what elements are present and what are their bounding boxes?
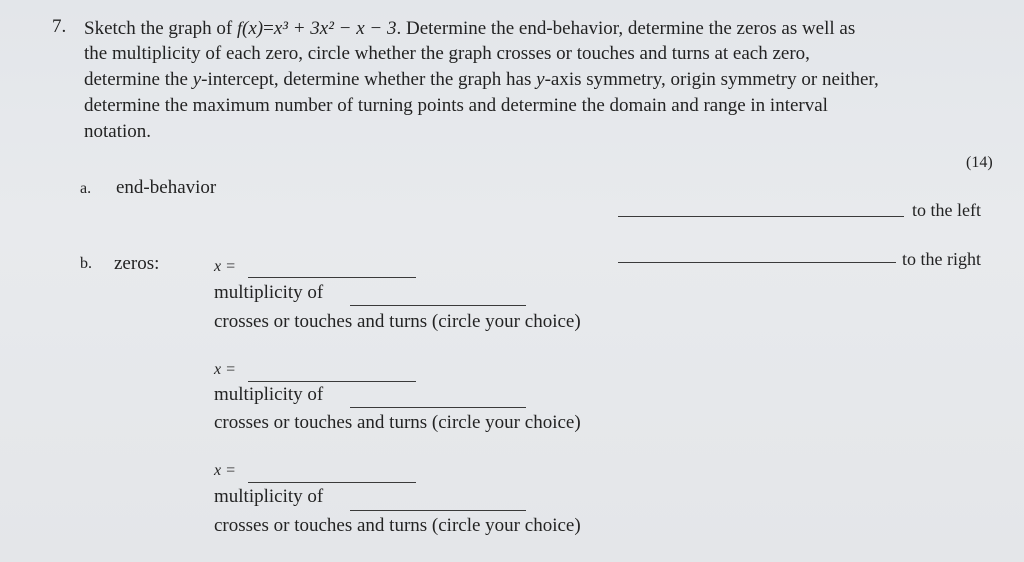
zero-1-multiplicity-blank[interactable] bbox=[350, 305, 526, 306]
end-behavior-left-blank[interactable] bbox=[618, 216, 904, 217]
question-line-3 bbox=[84, 70, 879, 90]
question-line-2: the multiplicity of each zero, circle whether the graph crosses or touches and turns at each zero, bbox=[84, 43, 810, 64]
question-intro: Sketch the graph of bbox=[84, 18, 233, 39]
zero-1-x-label: x = bbox=[214, 258, 236, 275]
part-b-letter: b. bbox=[80, 255, 92, 272]
y-variable: y bbox=[192, 69, 202, 90]
part-b-label: zeros: bbox=[114, 253, 160, 274]
to-the-right-label: to the right bbox=[902, 249, 981, 269]
to-the-left-label: to the left bbox=[912, 200, 981, 220]
zero-2-crosses-choice[interactable]: crosses or touches and turns (circle your choice) bbox=[214, 412, 581, 433]
question-line-4: determine the maximum number of turning points and determine the domain and range in interval bbox=[84, 95, 828, 116]
question-number: 7. bbox=[52, 16, 67, 37]
end-behavior-right-blank[interactable] bbox=[618, 262, 896, 263]
zero-2-x-label: x = bbox=[214, 361, 236, 378]
part-a-label: end-behavior bbox=[116, 177, 217, 198]
zero-2-blank[interactable] bbox=[248, 381, 416, 382]
zero-3-x-label: x = bbox=[214, 462, 236, 479]
y-variable: y bbox=[536, 69, 545, 90]
part-a-letter: a. bbox=[80, 180, 92, 197]
zero-1-blank[interactable] bbox=[248, 277, 416, 278]
question-line-1 bbox=[84, 18, 855, 39]
zero-1-multiplicity-label: multiplicity of bbox=[214, 282, 324, 303]
zero-2-multiplicity-label: multiplicity of bbox=[214, 384, 324, 405]
zero-3-blank[interactable] bbox=[248, 482, 416, 483]
question-line-3-start: determine the bbox=[84, 69, 188, 90]
zero-3-crosses-choice[interactable]: crosses or touches and turns (circle your choice) bbox=[214, 515, 581, 536]
question-line-5: notation. bbox=[84, 121, 152, 142]
zero-3-multiplicity-blank[interactable] bbox=[350, 510, 526, 511]
zero-1-crosses-choice[interactable]: crosses or touches and turns (circle your choice) bbox=[214, 311, 581, 332]
points-value: (14) bbox=[966, 154, 993, 171]
question-intro-end: . Determine the end-behavior, determine the zeros as well as bbox=[396, 18, 856, 39]
function-argument: (x) bbox=[242, 18, 264, 39]
zero-3-multiplicity-label: multiplicity of bbox=[214, 486, 324, 507]
function-equals: = bbox=[263, 18, 274, 39]
zero-2-multiplicity-blank[interactable] bbox=[350, 407, 526, 408]
question-line-3-middle: -intercept, determine whether the graph has bbox=[201, 69, 532, 90]
function-name: f bbox=[237, 18, 243, 38]
function-expression: x³ + 3x² − x − 3 bbox=[273, 18, 397, 39]
question-line-3-end: -axis symmetry, origin symmetry or neither, bbox=[544, 69, 879, 90]
